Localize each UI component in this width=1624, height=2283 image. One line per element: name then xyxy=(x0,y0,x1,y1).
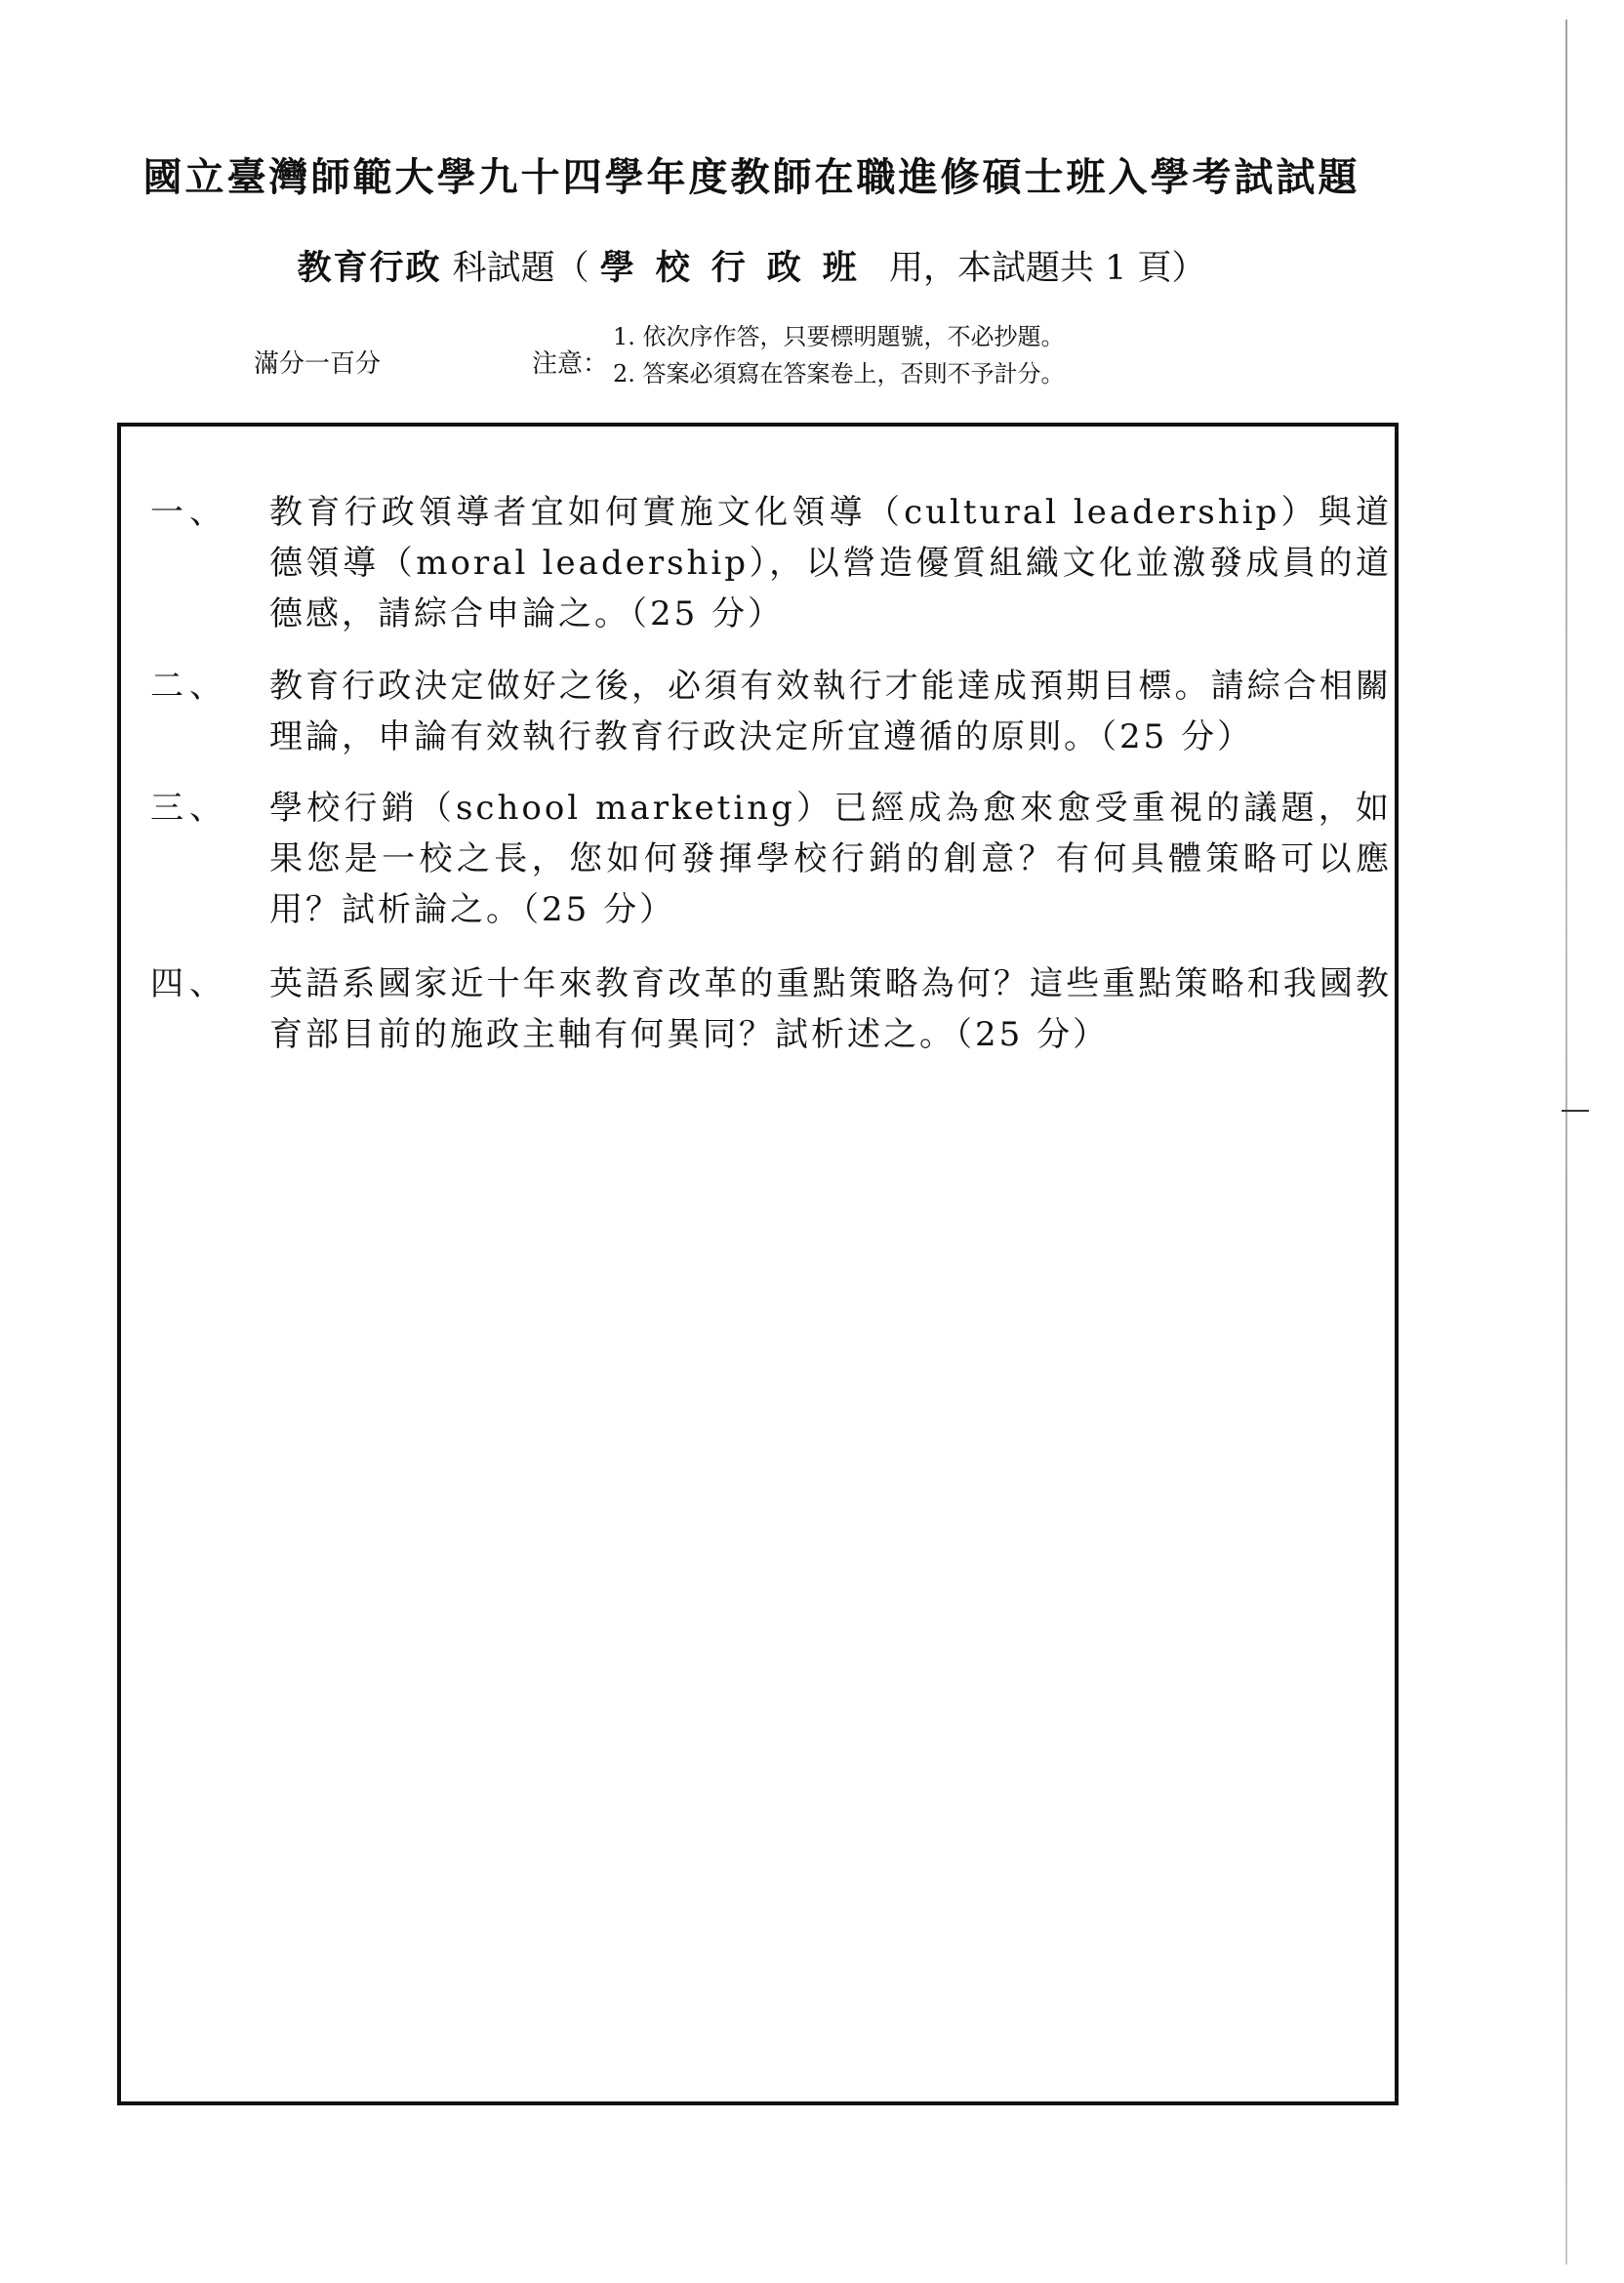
notice-item: 2. 答案必須寫在答案卷上，否則不予計分。 xyxy=(613,360,1065,387)
question-4 xyxy=(150,958,1390,1060)
question-2 xyxy=(150,661,1390,762)
question-number: 二、 xyxy=(150,667,228,706)
page-count: 1 xyxy=(1105,249,1127,288)
question-3 xyxy=(150,783,1390,935)
page-title: 國立臺灣師範大學九十四學年度教師在職進修碩士班入學考試試題 xyxy=(142,154,1360,200)
class-name: 學校行政班 xyxy=(599,248,878,288)
question-text: 學校行銷（school marketing）已經成為愈來愈受重視的議題，如果您是一校之長，您如何發揮學校行銷的創意？有何具體策略可以應用？試析論之。（25 分） xyxy=(269,789,1392,929)
notice-item: 1. 依次序作答，只要標明題號，不必抄題。 xyxy=(613,323,1065,350)
page-unit: 頁） xyxy=(1137,249,1206,288)
subject-name: 教育行政 xyxy=(297,248,442,288)
question-box xyxy=(117,423,1399,2105)
question-number: 三、 xyxy=(150,789,228,828)
question-text: 教育行政領導者宜如何實施文化領導（cultural leadership）與道德領導（moral leadership），以營造優質組織文化並激發成員的道德感，請綜合申論之。（25 分） xyxy=(269,493,1392,633)
class-suffix: 用，本試題共 xyxy=(888,249,1094,288)
subject-line xyxy=(0,241,1503,290)
question-number: 四、 xyxy=(150,964,228,1003)
question-text: 英語系國家近十年來教育改革的重點策略為何？這些重點策略和我國教育部目前的施政主軸有何異同？試析述之。（25 分） xyxy=(269,964,1392,1054)
full-score: 滿分一百分 xyxy=(254,349,382,379)
question-1 xyxy=(150,487,1390,639)
question-number: 一、 xyxy=(150,493,228,532)
subject-suffix: 科試題（ xyxy=(452,249,589,288)
notice-list xyxy=(613,318,1065,392)
scan-edge-line xyxy=(1565,20,1567,2264)
scan-edge-mark xyxy=(1562,1110,1589,1112)
notice-label: 注意： xyxy=(532,349,609,379)
question-text: 教育行政決定做好之後，必須有效執行才能達成預期目標。請綜合相關理論，申論有效執行教育行政決定所宜遵循的原則。（25 分） xyxy=(269,667,1392,756)
